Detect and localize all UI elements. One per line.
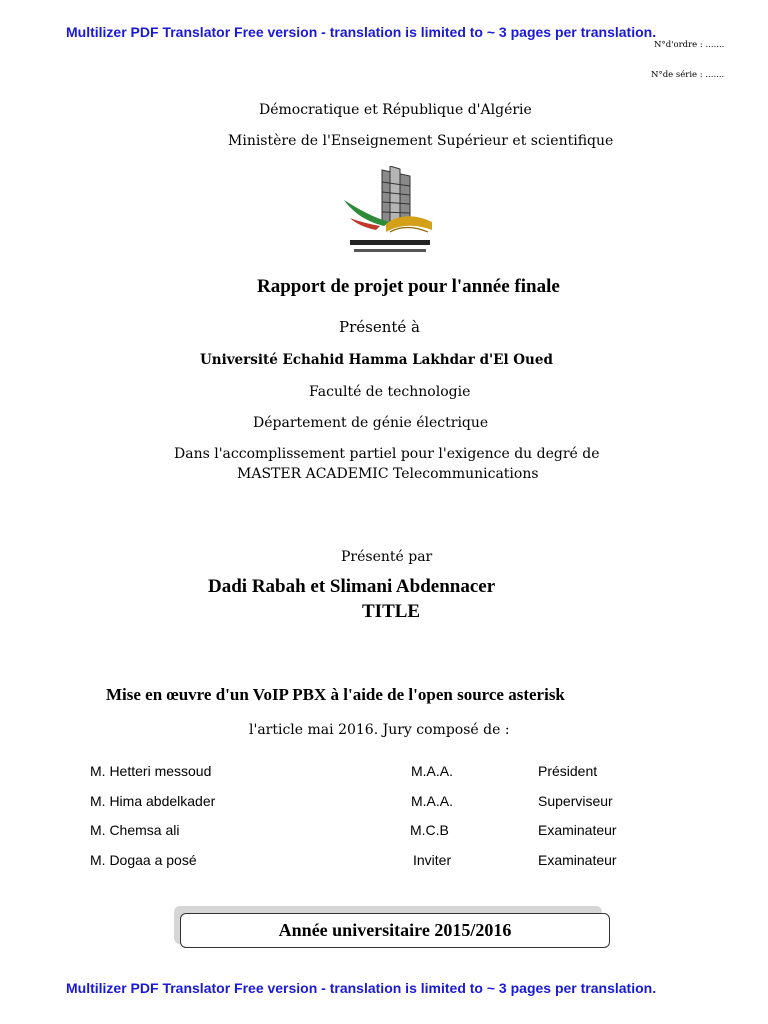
- academic-year: Année universitaire 2015/2016: [278, 920, 512, 940]
- bottom-banner: Multilizer PDF Translator Free version - translation is limited to ~ 3 pages per translation.: [66, 980, 657, 996]
- jury-name: M. Hetteri messoud: [90, 763, 212, 779]
- top-banner: Multilizer PDF Translator Free version - translation is limited to ~ 3 pages per translation.: [66, 24, 657, 40]
- report-title: Rapport de projet pour l'année finale: [257, 276, 560, 297]
- ministry-name: Ministère de l'Enseignement Supérieur et scientifique: [228, 133, 614, 149]
- university-logo: [340, 166, 440, 260]
- jury-grade: Inviter: [413, 852, 452, 868]
- jury-grade: M.A.A.: [411, 763, 454, 779]
- jury-name: M. Dogaa a posé: [90, 852, 197, 868]
- jury-name: M. Hima abdelkader: [90, 793, 216, 809]
- jury-role: Superviseur: [538, 793, 613, 809]
- jury-grade: M.A.A.: [411, 793, 454, 809]
- country-name: Démocratique et République d'Algérie: [259, 102, 532, 118]
- thesis-title: Mise en œuvre d'un VoIP PBX à l'aide de l'open source asterisk: [106, 685, 565, 704]
- order-number: N°d'ordre : .......: [654, 40, 725, 50]
- jury-name: M. Chemsa ali: [90, 822, 180, 838]
- faculty-name: Faculté de technologie: [309, 384, 471, 400]
- serial-number: N°de série : .......: [651, 70, 725, 80]
- jury-role: Examinateur: [538, 822, 617, 838]
- department-name: Département de génie électrique: [253, 415, 489, 431]
- jury-intro: l'article mai 2016. Jury composé de :: [249, 722, 510, 738]
- academic-year-box: [180, 913, 610, 948]
- jury-role: Examinateur: [538, 852, 617, 868]
- university-name: Université Echahid Hamma Lakhdar d'El Oued: [200, 352, 553, 368]
- authors: Dadi Rabah et Slimani Abdennacer: [208, 576, 496, 597]
- jury-role: Président: [538, 763, 598, 779]
- title-label: TITLE: [362, 601, 421, 622]
- fulfillment-line-1: Dans l'accomplissement partiel pour l'exigence du degré de: [174, 446, 600, 462]
- presented-by: Présenté par: [341, 549, 433, 565]
- jury-grade: M.C.B: [410, 822, 449, 838]
- presented-to: Présenté à: [339, 318, 420, 336]
- fulfillment-line-2: MASTER ACADEMIC Telecommunications: [237, 466, 539, 482]
